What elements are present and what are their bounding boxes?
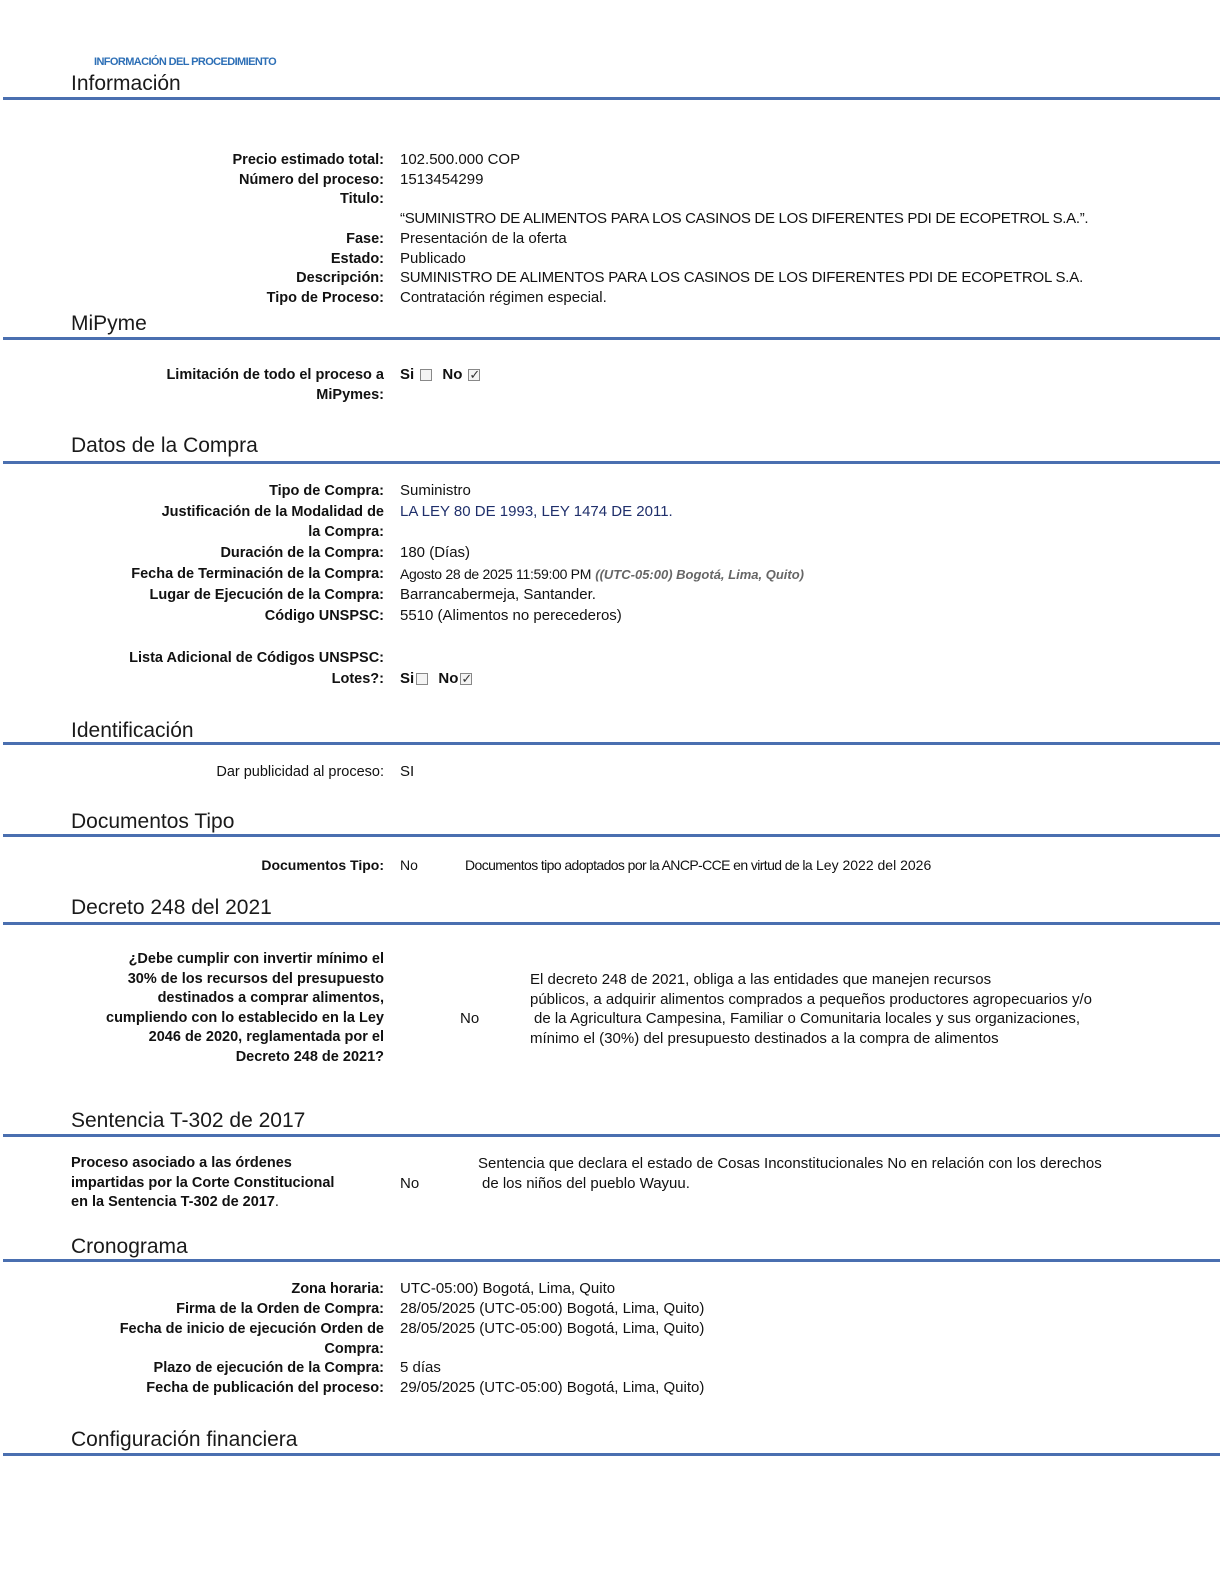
publicacion-label: Fecha de publicación del proceso: [146, 1380, 384, 1396]
mipyme-no-checkbox[interactable] [468, 369, 480, 381]
precio-value: 102.500.000 COP [400, 151, 521, 168]
section-divider [3, 1134, 1220, 1137]
lista-unspsc-label: Lista Adicional de Códigos UNSPSC: [129, 650, 384, 666]
doc-header-label: INFORMACIÓN DEL PROCEDIMIENTO [94, 56, 277, 68]
section-title-informacion: Información [71, 72, 181, 95]
decreto-answer: No [460, 1010, 480, 1027]
section-divider [3, 1259, 1220, 1262]
sentencia-explanation: Sentencia que declara el estado de Cosas Inconstitucionales No en relación con los derechos de los niños del pueblo Wayuu. [478, 1155, 1102, 1192]
titulo-label: Titulo: [339, 191, 384, 207]
fecha-terminacion-timezone: ((UTC-05:00) Bogotá, Lima, Quito) [595, 567, 804, 582]
justificacion-value: LA LEY 80 DE 1993, LEY 1474 DE 2011. [400, 503, 673, 520]
inicio-label: Fecha de inicio de ejecución Orden de Compra: [119, 1321, 384, 1357]
lugar-label: Lugar de Ejecución de la Compra: [149, 587, 384, 603]
section-title-cronograma: Cronograma [71, 1235, 188, 1258]
titulo-value: “SUMINISTRO DE ALIMENTOS PARA LOS CASINOS DE LOS DIFERENTES PDI DE ECOPETROL S.A.”. [400, 210, 1089, 227]
section-title-identificacion: Identificación [71, 719, 194, 742]
lotes-si-checkbox[interactable] [416, 673, 428, 685]
descripcion-label: Descripción: [296, 270, 384, 286]
decreto-question: ¿Debe cumplir con invertir mínimo el 30% de los recursos del presupuesto destinados a comprar alimentos, cumpliendo con lo establecido en la Ley 2046 de 2020, reglamentada por el Decreto 248 de 2021? [106, 951, 384, 1065]
sentencia-question: Proceso asociado a las órdenes impartidas por la Corte Constitucional en la Sentencia T-302 de 2017. [71, 1155, 335, 1211]
lugar-value: Barrancabermeja, Santander. [400, 586, 596, 603]
sentencia-answer: No [400, 1175, 420, 1192]
lotes-no-label: No [438, 670, 459, 687]
precio-label: Precio estimado total: [232, 152, 384, 168]
documentos-tipo-value: No [400, 857, 418, 873]
tipo-proceso-value: Contratación régimen especial. [400, 289, 607, 306]
lotes-si-label: Si [400, 670, 415, 687]
section-title-documentos-tipo: Documentos Tipo [71, 810, 235, 833]
section-divider [3, 1453, 1220, 1456]
duracion-label: Duración de la Compra: [220, 545, 384, 561]
section-divider [3, 461, 1220, 464]
estado-value: Publicado [400, 250, 466, 267]
section-divider [3, 97, 1220, 100]
section-divider [3, 742, 1220, 745]
tipo-proceso-label: Tipo de Proceso: [266, 290, 384, 306]
zona-value: UTC-05:00) Bogotá, Lima, Quito [400, 1280, 616, 1297]
mipyme-si-checkbox[interactable] [420, 369, 432, 381]
mipyme-no-label: No [442, 366, 463, 383]
justificacion-label: Justificación de la Modalidad de la Compra: [161, 504, 384, 540]
publicidad-value: SI [400, 763, 415, 780]
decreto-explanation: El decreto 248 de 2021, obliga a las entidades que manejen recursos públicos, a adquirir alimentos comprados a pequeños productores agropecuarios y/o de la Agricultura Campesina, Familiar o Comunitaria locales y sus organizaciones, mínimo el (30%) del presupuesto destinados a la compra de alimentos [530, 971, 1092, 1047]
limitacion-label: Limitación de todo el proceso a MiPymes: [166, 367, 384, 403]
section-title-config-financiera: Configuración financiera [71, 1428, 298, 1451]
section-divider [3, 337, 1220, 340]
firma-value: 28/05/2025 (UTC-05:00) Bogotá, Lima, Quito) [400, 1300, 705, 1317]
descripcion-value: SUMINISTRO DE ALIMENTOS PARA LOS CASINOS DE LOS DIFERENTES PDI DE ECOPETROL S.A. [400, 269, 1084, 286]
fecha-terminacion-label: Fecha de Terminación de la Compra: [131, 566, 384, 582]
lotes-label: Lotes?: [331, 671, 384, 687]
tipo-compra-label: Tipo de Compra: [269, 483, 384, 499]
fase-label: Fase: [346, 231, 384, 247]
section-divider [3, 922, 1220, 925]
section-title-decreto: Decreto 248 del 2021 [71, 896, 272, 919]
fecha-terminacion-value: Agosto 28 de 2025 11:59:00 PM ((UTC-05:00) Bogotá, Lima, Quito) [400, 566, 804, 582]
documentos-tipo-label: Documentos Tipo: [261, 857, 384, 873]
inicio-value: 28/05/2025 (UTC-05:00) Bogotá, Lima, Quito) [400, 1320, 705, 1337]
plazo-label: Plazo de ejecución de la Compra: [153, 1360, 384, 1376]
section-title-datos-compra: Datos de la Compra [71, 434, 258, 457]
tipo-compra-value: Suministro [400, 482, 471, 499]
zona-label: Zona horaria: [291, 1281, 384, 1297]
numero-label: Número del proceso: [238, 172, 384, 188]
publicidad-label: Dar publicidad al proceso: [216, 764, 384, 780]
plazo-value: 5 días [400, 1359, 441, 1376]
publicacion-value: 29/05/2025 (UTC-05:00) Bogotá, Lima, Quito) [400, 1379, 705, 1396]
unspsc-label: Código UNSPSC: [264, 608, 384, 624]
fase-value: Presentación de la oferta [400, 230, 567, 247]
duracion-value: 180 (Días) [400, 544, 471, 561]
documentos-tipo-note: Documentos tipo adoptados por la ANCP-CCE en virtud de la Ley 2022 del 2026 [465, 857, 932, 873]
numero-value: 1513454299 [400, 171, 484, 188]
mipyme-options [400, 365, 486, 385]
section-title-mipyme: MiPyme [71, 312, 147, 335]
mipyme-si-label: Si [400, 366, 415, 383]
section-title-sentencia: Sentencia T-302 de 2017 [71, 1109, 306, 1132]
lotes-options [400, 669, 478, 689]
estado-label: Estado: [330, 251, 384, 267]
lotes-no-checkbox[interactable] [460, 673, 472, 685]
section-divider [3, 834, 1220, 837]
firma-label: Firma de la Orden de Compra: [176, 1301, 384, 1317]
unspsc-value: 5510 (Alimentos no perecederos) [400, 607, 622, 624]
